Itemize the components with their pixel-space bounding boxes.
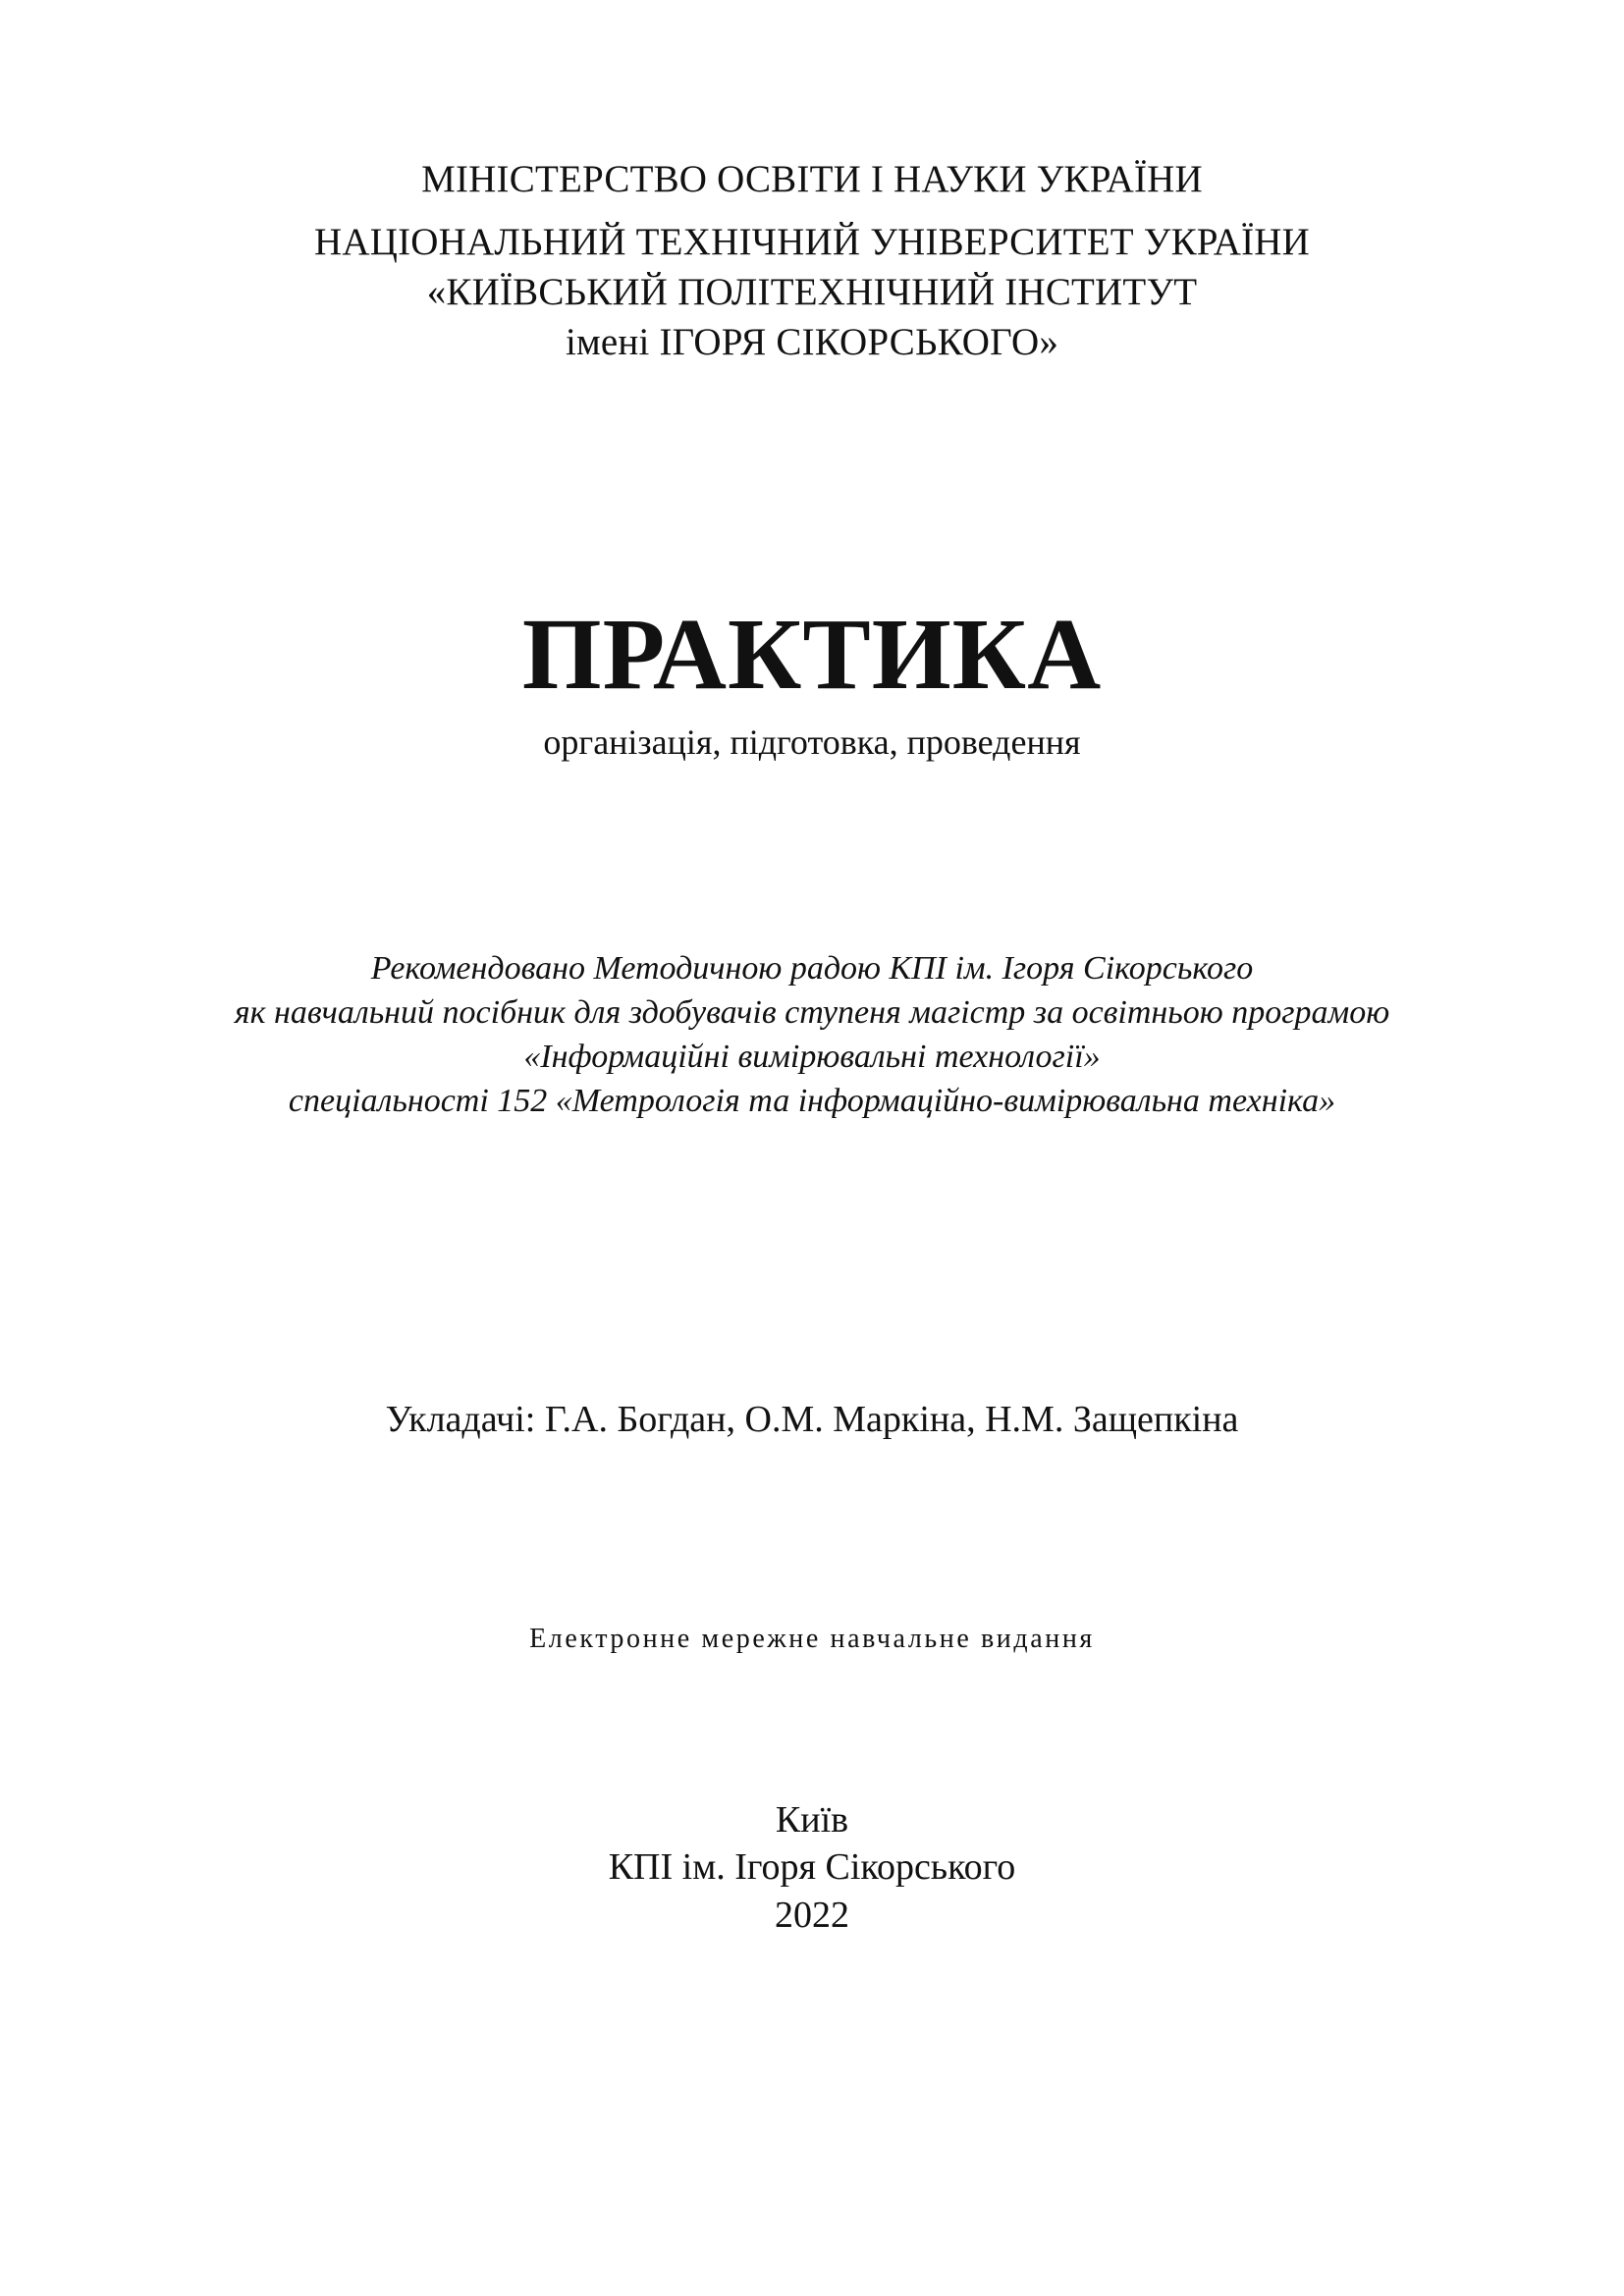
- authors: Укладачі: Г.А. Богдан, О.М. Маркіна, Н.М. Защепкіна: [385, 1399, 1239, 1440]
- ministry-name: МІНІСТЕРСТВО ОСВІТИ І НАУКИ УКРАЇНИ: [421, 158, 1203, 200]
- imprint-city: Київ: [775, 1799, 849, 1841]
- recommendation-line-2: як навчальний посібник для здобувачів ступеня магістр за освітньою програмою: [234, 994, 1390, 1031]
- institute-named-after: імені ІГОРЯ СІКОРСЬКОГО»: [565, 321, 1059, 363]
- recommendation-line-1: Рекомендовано Методичною радою КПІ ім. Ігоря Сікорського: [370, 950, 1254, 987]
- institute-name: «КИЇВСЬКИЙ ПОЛІТЕХНІЧНИЙ ІНСТИТУТ: [426, 271, 1198, 313]
- university-name: НАЦІОНАЛЬНИЙ ТЕХНІЧНИЙ УНІВЕРСИТЕТ УКРАЇНИ: [314, 221, 1310, 263]
- imprint-publisher: КПІ ім. Ігоря Сікорського: [608, 1846, 1016, 1888]
- imprint-year: 2022: [775, 1895, 849, 1936]
- edition-type: Електронне мережне навчальне видання: [529, 1624, 1095, 1654]
- recommendation-line-3: «Інформаційні вимірювальні технології»: [523, 1039, 1101, 1075]
- document-title: ПРАКТИКА: [521, 598, 1103, 711]
- recommendation-line-4: спеціальності 152 «Метрологія та інформаційно-вимірювальна техніка»: [288, 1083, 1336, 1119]
- document-subtitle: організація, підготовка, проведення: [543, 722, 1081, 762]
